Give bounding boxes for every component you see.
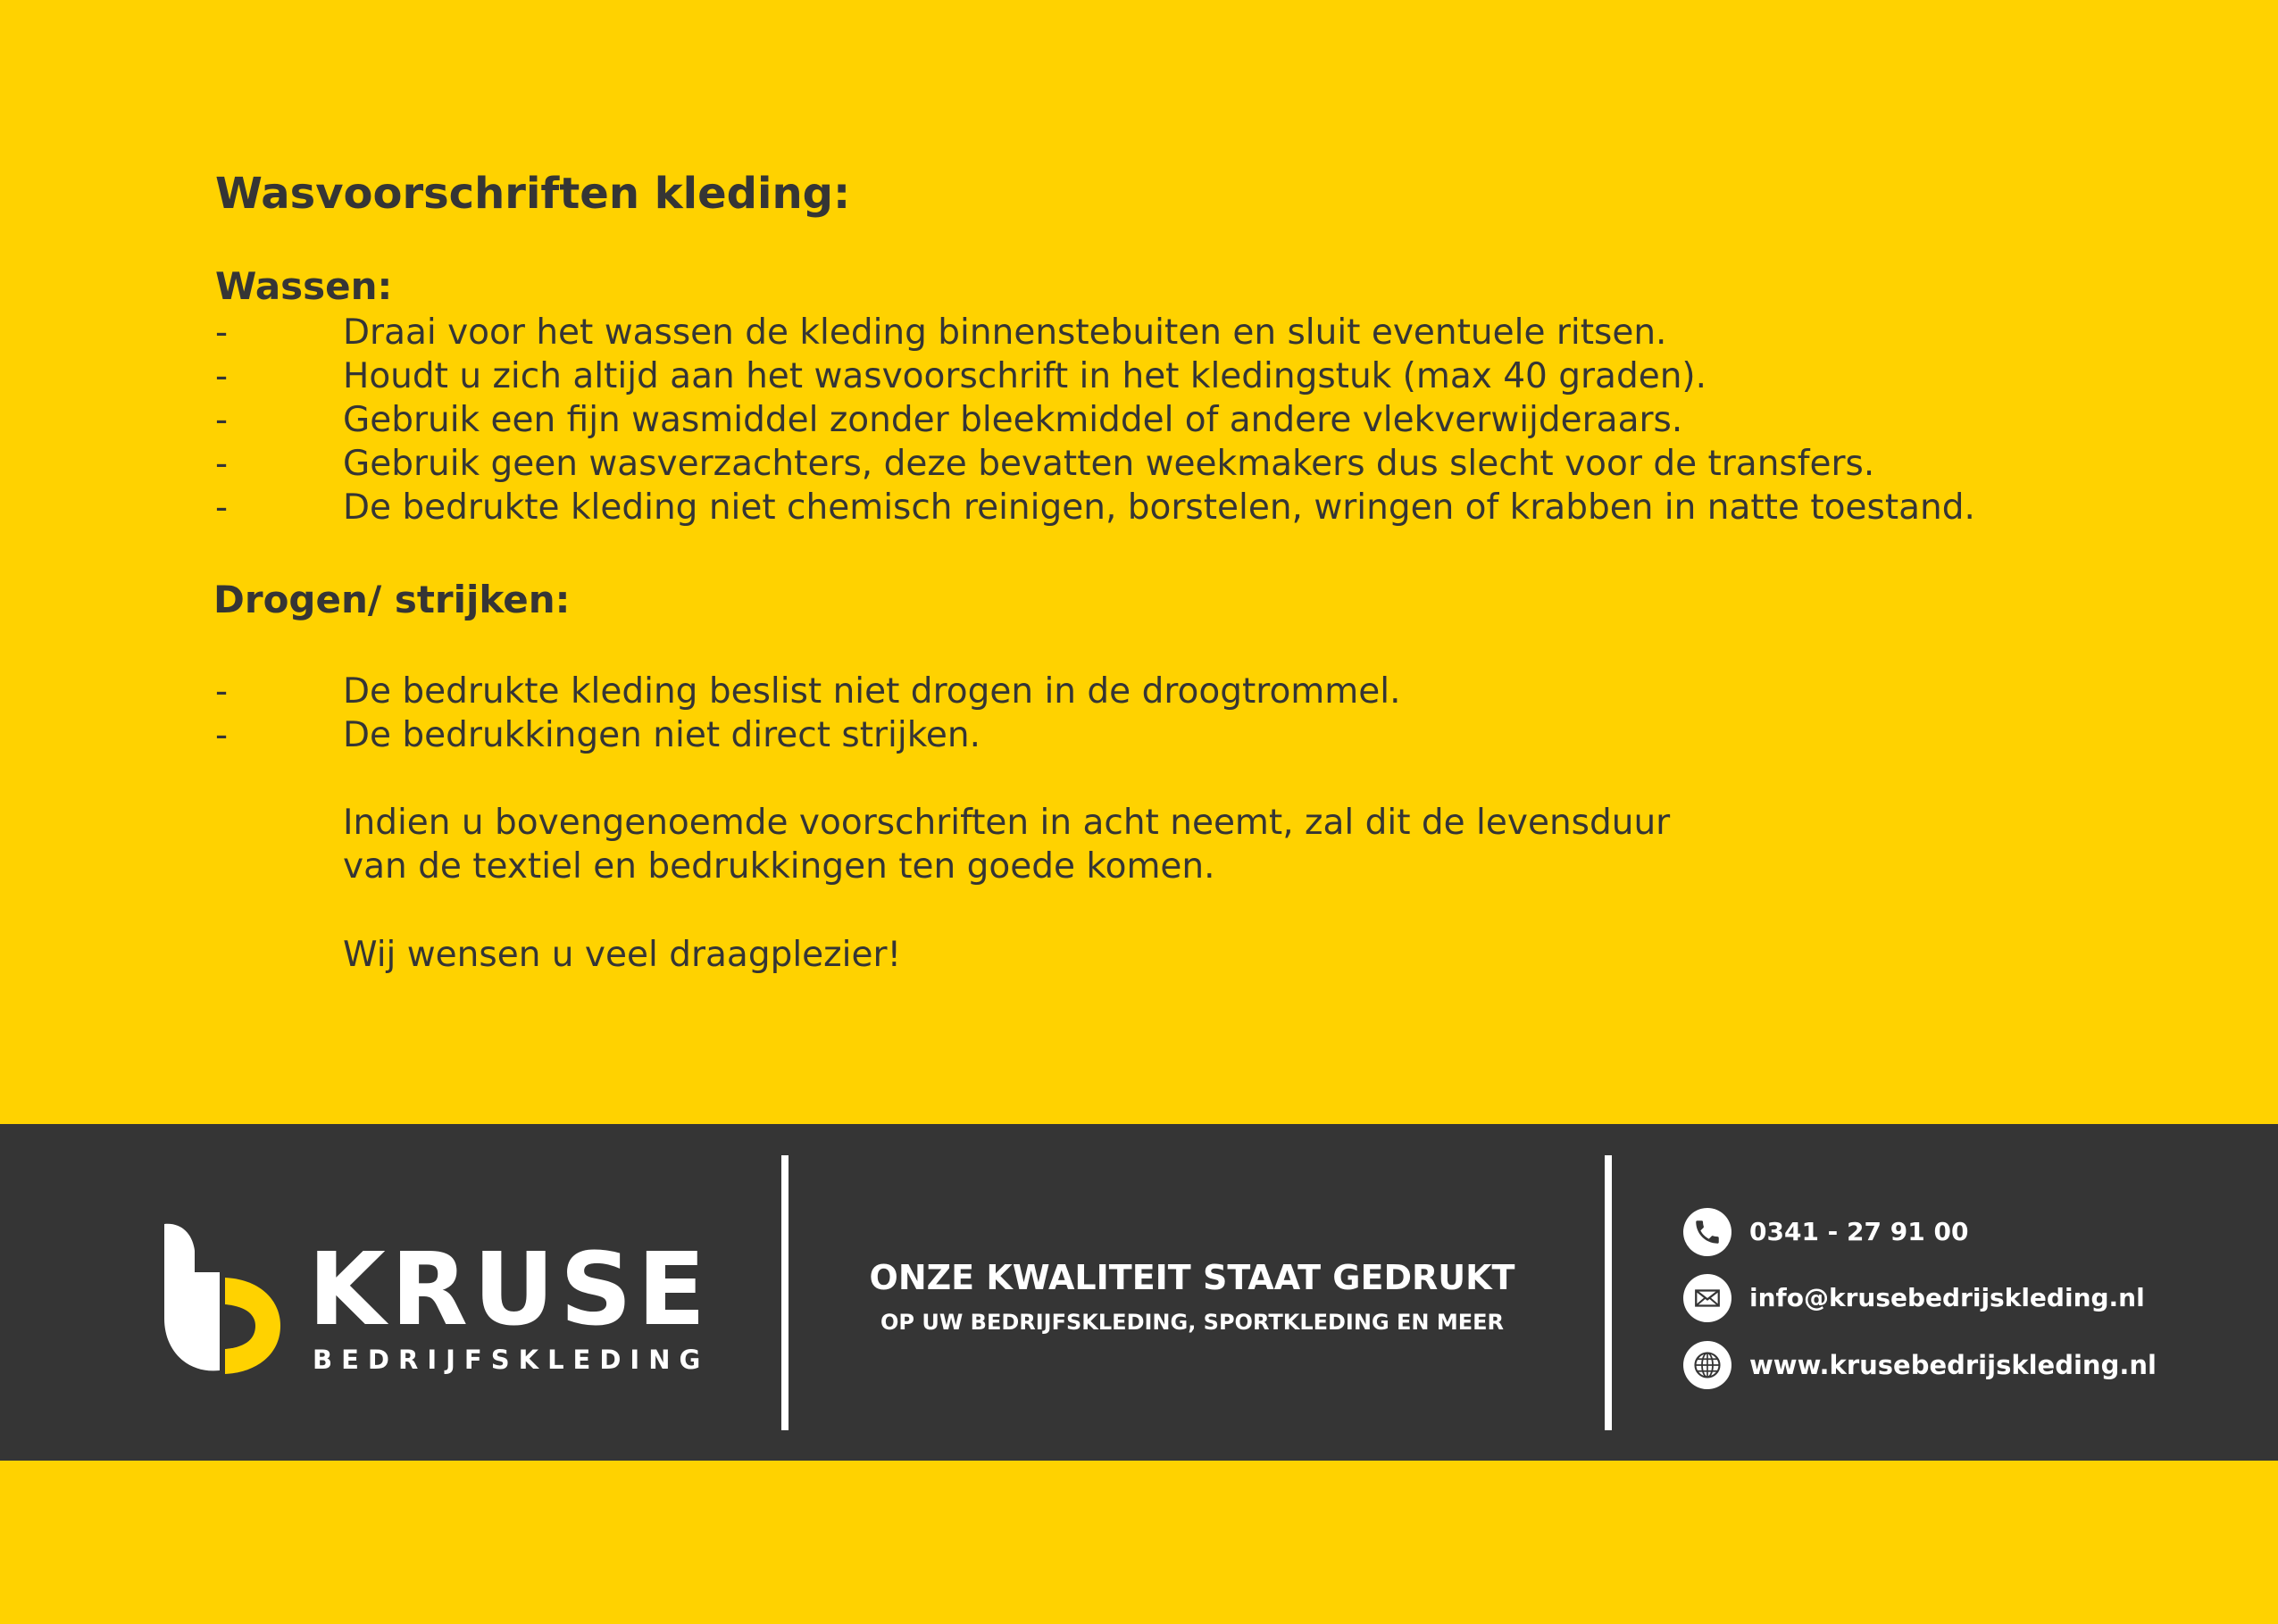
bullet-dash: -	[215, 356, 229, 396]
bullet-dash: -	[215, 312, 229, 353]
contact-phone-text: 0341 - 27 91 00	[1749, 1217, 1969, 1246]
bullet-dash: -	[215, 671, 229, 712]
globe-icon	[1683, 1341, 1731, 1389]
wassen-item: Gebruik een fijn wasmiddel zonder bleekmiddel of andere vlekverwijderaars.	[343, 400, 1683, 440]
closing-text-line-1: Indien u bovengenoemde voorschriften in acht neemt, zal dit de levensduur	[343, 803, 1671, 843]
bullet-dash: -	[215, 444, 229, 484]
drogen-item: De bedrukte kleding beslist niet drogen in de droogtrommel.	[343, 671, 1401, 712]
section-heading-drogen: Drogen/ strijken:	[213, 578, 571, 621]
drogen-item: De bedrukkingen niet direct strijken.	[343, 715, 981, 755]
page-title: Wasvoorschriften kleding:	[215, 169, 851, 219]
contact-website[interactable]	[1683, 1341, 2157, 1389]
wassen-item: Draai voor het wassen de kleding binnenstebuiten en sluit eventuele ritsen.	[343, 312, 1667, 353]
slogan-sub: OP UW BEDRIJFSKLEDING, SPORTKLEDING EN MEER	[880, 1310, 1504, 1335]
contact-email[interactable]	[1683, 1274, 2145, 1322]
logo-subtitle: BEDRIJFSKLEDING	[313, 1345, 710, 1375]
footer-divider	[1605, 1155, 1612, 1430]
bullet-dash: -	[215, 715, 229, 755]
bullet-dash: -	[215, 487, 229, 528]
kruse-logo	[161, 1222, 712, 1383]
contact-website-link[interactable]: www.krusebedrijskleding.nl	[1749, 1349, 2157, 1380]
contact-phone	[1683, 1208, 1968, 1256]
wassen-item: De bedrukte kleding niet chemisch reinigen, borstelen, wringen of krabben in natte toestand.	[343, 487, 1975, 528]
wassen-item: Houdt u zich altijd aan het wasvoorschrift in het kledingstuk (max 40 graden).	[343, 356, 1707, 396]
closing-wish: Wij wensen u veel draagplezier!	[343, 935, 902, 975]
mail-icon	[1683, 1274, 1731, 1322]
contact-email-link[interactable]: info@krusebedrijskleding.nl	[1749, 1283, 2145, 1312]
section-heading-wassen: Wassen:	[215, 264, 393, 308]
kruse-logo-mark-icon	[161, 1222, 286, 1383]
bullet-dash: -	[215, 400, 229, 440]
closing-text-line-2: van de textiel en bedrukkingen ten goede komen.	[343, 846, 1215, 887]
footer-band	[0, 1124, 2278, 1461]
slogan-main: ONZE KWALITEIT STAAT GEDRUKT	[869, 1258, 1515, 1297]
wassen-item: Gebruik geen wasverzachters, deze bevatten weekmakers dus slecht voor de transfers.	[343, 444, 1875, 484]
logo-wordmark: KRUSE	[308, 1232, 712, 1348]
phone-icon	[1683, 1208, 1731, 1256]
